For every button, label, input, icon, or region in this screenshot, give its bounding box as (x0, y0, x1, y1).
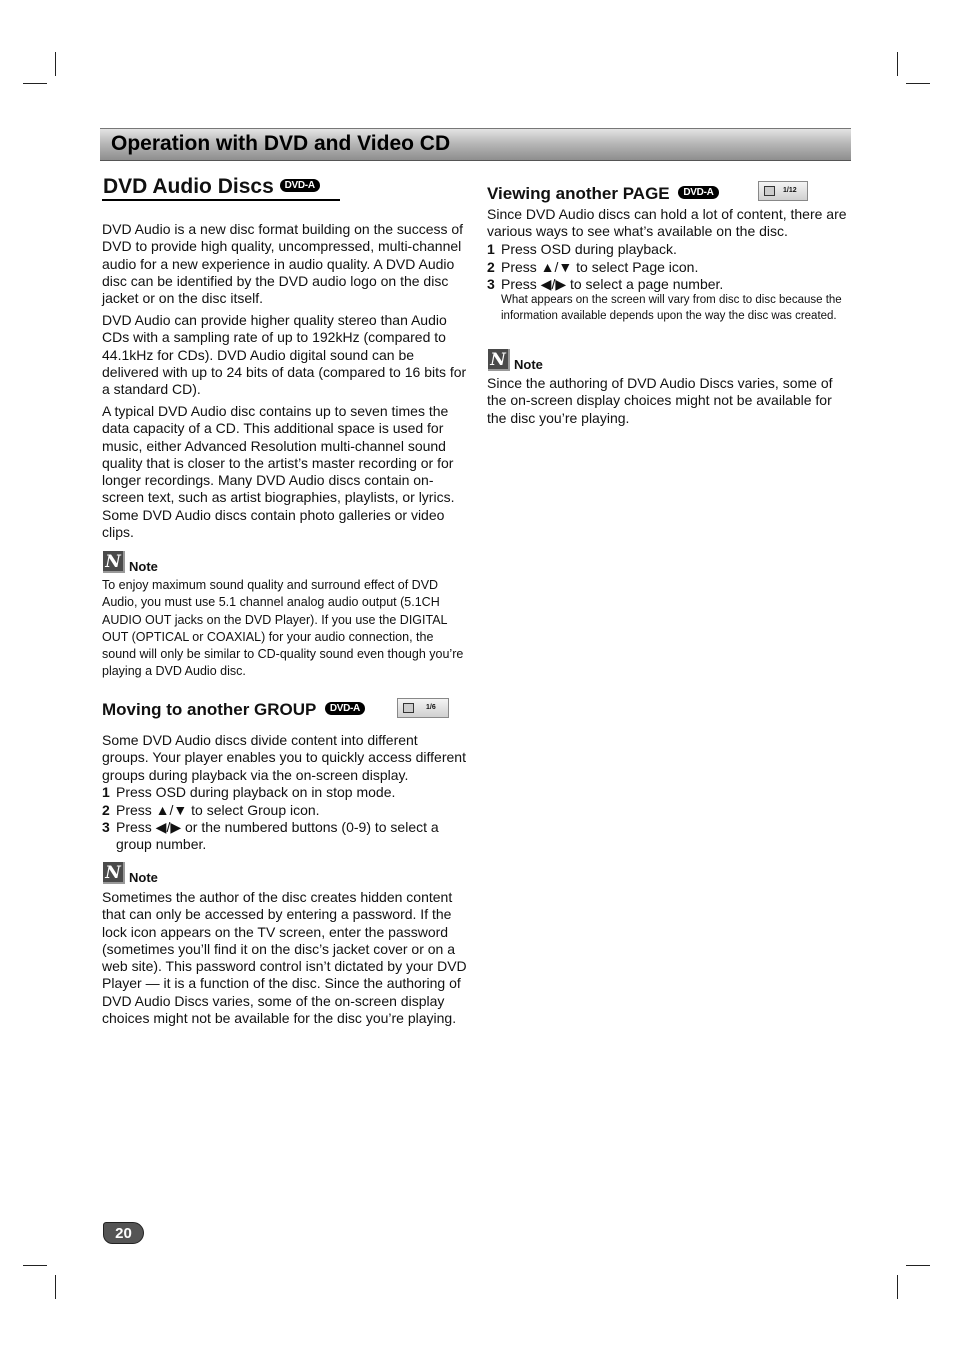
crop-mark (897, 1275, 898, 1299)
crop-mark (55, 1275, 56, 1299)
page-step-1: 1 Press OSD during playback. (487, 241, 677, 257)
note-label: Note (514, 357, 543, 372)
page-step-2: 2 Press ▲/▼ to select Page icon. (487, 259, 699, 275)
crop-mark (23, 83, 47, 84)
dvd-audio-paragraph-2: DVD Audio can provide higher quality stereo than Audio CDs with a sampling rate of up to 192kHz (compared to 44.1kHz for CDs). DVD Audio digital sound can be delivered with up to 24 bits of data (compared to 16 bits for a standard CD). (102, 312, 467, 398)
group-icon (403, 703, 414, 713)
note-heading (103, 862, 183, 886)
page-intro: Since DVD Audio discs can hold a lot of content, there are various ways to see what’s available on the disc. (487, 206, 847, 240)
section-banner (100, 128, 851, 161)
page-number-badge: 20 (103, 1222, 144, 1244)
note-label: Note (129, 559, 158, 574)
dvd-audio-note: To enjoy maximum sound quality and surround effect of DVD Audio, you must use 5.1 channel analog audio output (5.1CH AUDIO OUT jacks on the DVD Player). If you use the DIGITAL OUT (OPTICAL or COAXIAL) for your audio connection, the sound will only be similar to CD-quality sound even though you’re playing a DVD Audio disc. (102, 578, 464, 679)
crop-mark (23, 1265, 47, 1266)
note-heading (488, 349, 568, 373)
page-osd-indicator (758, 181, 808, 201)
group-step-1: 1 Press OSD during playback on in stop mode. (102, 784, 396, 800)
heading-underline (102, 199, 340, 201)
crop-mark (906, 1265, 930, 1266)
group-osd-value: 1/6 (426, 704, 436, 711)
note-icon: N (103, 862, 125, 884)
dvd-a-badge: DVD-A (280, 179, 320, 192)
page-osd-value: 1/12 (783, 187, 797, 194)
dvd-audio-paragraph-3: A typical DVD Audio disc contains up to seven times the data capacity of a CD. This additional space is used for music, either Advanced Resolution multi-channel sound quality that is closer to the artist’s master recording or for longer recordings. Many DVD Audio discs contain on-screen text, such as artist biographies, playlists, or lyrics. Some DVD Audio discs contain photo galleries or video clips. (102, 403, 455, 541)
group-note: Sometimes the author of the disc creates hidden content that can only be accessed by entering a password. If the lock icon appears on the TV screen, enter the password (sometimes you’ll find it on the disc’s jacket cover or on a web site). This password control isn’t dictated by your DVD Player — it is a function of the disc. Since the authoring of DVD Audio Discs varies, some of the on-screen display choices might not be available for the disc you’re playing. (102, 889, 467, 1027)
page-icon (764, 186, 775, 196)
page-title: Operation with DVD and Video CD (111, 132, 451, 155)
group-title: Moving to another GROUP (102, 700, 317, 719)
crop-mark (897, 52, 898, 76)
page-step-detail: What appears on the screen will vary from disc to disc because the information available depends upon the way the disc was created. (501, 294, 842, 322)
page-step-3: 3 Press ◀/▶ to select a page number. (487, 276, 724, 292)
page-heading (487, 183, 719, 205)
dvd-audio-paragraph-1: DVD Audio is a new disc format building on the success of DVD to provide high quality, uncompressed, multi-channel audio for a new experience in audio quality. A DVD Audio disc can be identified by the DVD audio logo on the disc jacket or on the disc itself. (102, 221, 464, 307)
dvd-audio-heading (103, 174, 320, 200)
crop-mark (906, 83, 930, 84)
page-note: Since the authoring of DVD Audio Discs varies, some of the on-screen display choices might not be available for the disc you’re playing. (487, 375, 833, 426)
dvd-a-badge: DVD-A (678, 186, 718, 199)
note-icon: N (488, 349, 510, 371)
group-intro: Some DVD Audio discs divide content into different groups. Your player enables you to quickly access different groups during playback via the on-screen display. (102, 732, 466, 783)
group-step-3: 3 Press ◀/▶ or the numbered buttons (0-9) to select a group number. (102, 819, 439, 853)
page-section-title: Viewing another PAGE (487, 184, 670, 203)
crop-mark (55, 52, 56, 76)
group-heading (102, 699, 365, 721)
dvd-a-badge: DVD-A (325, 702, 365, 715)
note-icon: N (103, 551, 125, 573)
note-heading (103, 551, 183, 575)
group-step-2: 2 Press ▲/▼ to select Group icon. (102, 802, 320, 818)
group-osd-indicator (397, 698, 449, 718)
dvd-audio-title: DVD Audio Discs (103, 175, 274, 198)
note-label: Note (129, 870, 158, 885)
